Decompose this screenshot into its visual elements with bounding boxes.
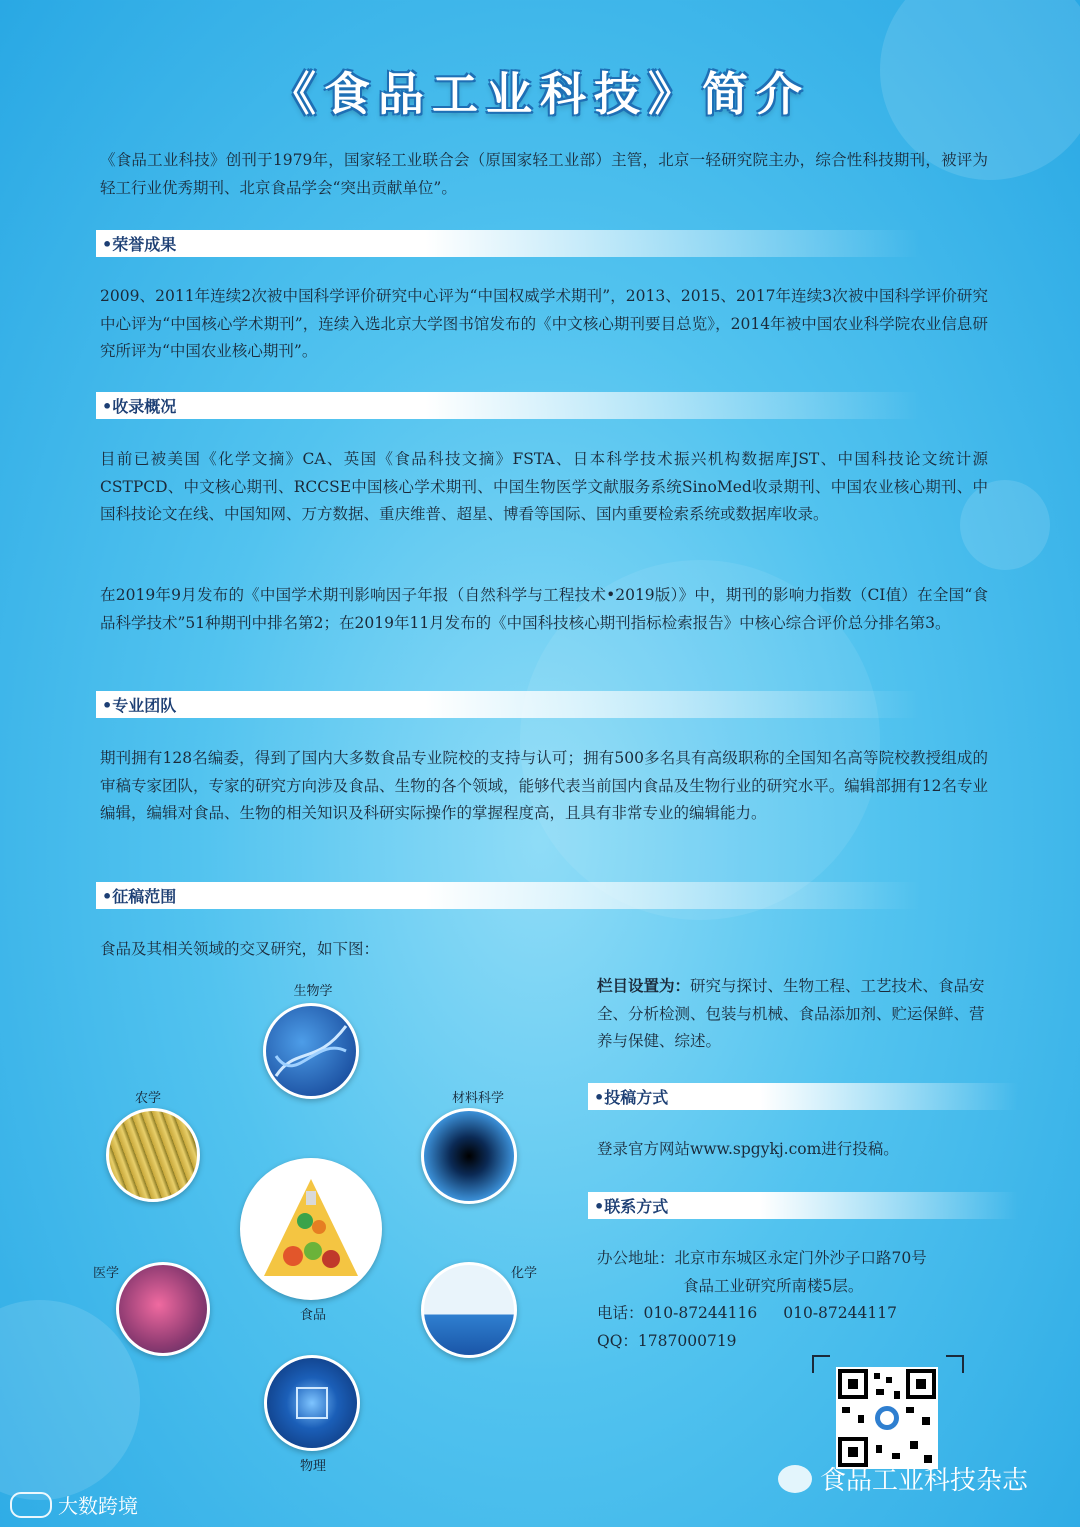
wechat-account-name: 食品工业科技杂志: [820, 1466, 1029, 1496]
chemistry-image: [421, 1262, 517, 1358]
wechat-watermark: [778, 1460, 1028, 1497]
circle-label-medicine: 医学: [92, 1266, 120, 1281]
contact-block: [597, 1245, 997, 1355]
section-heading-team: •专业团队: [96, 691, 920, 718]
scope-paragraph: 食品及其相关领域的交叉研究，如下图：: [100, 940, 380, 958]
team-paragraph: 期刊拥有128名编委，得到了国内大多数食品专业院校的支持与认可；拥有500多名具有高级职称的全国知名高等院校教授组成的审稿专家团队，专家的研究方向涉及食品、生物的各个领域，能够代表当前国内食品及生物行业的研究水平。编辑部拥有12名专业编辑，编辑对食品、生物的相关知识及科研实际操作的掌握程度高，且具有非常专业的编辑能力。: [100, 749, 988, 822]
section-heading-contact: •联系方式: [588, 1192, 1018, 1219]
section-heading-honors: •荣誉成果: [96, 230, 920, 257]
medicine-image: [116, 1262, 210, 1356]
circle-label-materials: 材料科学: [451, 1091, 505, 1106]
indexing-paragraph: 目前已被美国《化学文摘》CA、英国《食品科技文摘》FSTA、日本科学技术振兴机构数据库JST、中国科技论文统计源CSTPCD、中文核心期刊、RCCSE中国核心学术期刊、中国生物医学文献服务系统SinoMed收录期刊、中国农业核心期刊、中国科技论文在线、中国知网、万方数据、重庆维普、超星、博看等国际、国内重要检索系统或数据库收录。: [100, 450, 988, 523]
phone-label: 电话：: [597, 1304, 644, 1322]
wechat-icon: [778, 1465, 812, 1493]
address-label: 办公地址：: [597, 1249, 675, 1267]
brand-logo-icon: [10, 1492, 52, 1518]
bokeh-decoration: [0, 1300, 140, 1500]
circle-label-chemistry: 化学: [510, 1266, 538, 1281]
agronomy-image: [106, 1108, 200, 1202]
address-line2: 食品工业研究所南楼5层。: [683, 1276, 864, 1295]
qq-number: 1787000719: [637, 1331, 737, 1350]
section-heading-scope: •征稿范围: [96, 882, 920, 909]
phone-row: [597, 1300, 997, 1328]
columns-text: 研究与探讨、生物工程、工艺技术、食品安全、分析检测、包装与机械、食品添加剂、贮运保鲜、营养与保健、综述。: [597, 977, 985, 1050]
columns-block: [597, 973, 997, 1056]
intro-paragraph: 《食品工业科技》创刊于1979年，国家轻工业联合会（原国家轻工业部）主管，北京一轻研究院主办，综合性科技期刊，被评为轻工行业优秀期刊、北京食品学会“突出贡献单位”。: [100, 151, 988, 197]
circle-label-food: 食品: [299, 1308, 327, 1323]
food-image: [240, 1158, 382, 1300]
address-line1: 北京市东城区永定门外沙子口路70号: [674, 1249, 927, 1267]
physics-image: [264, 1355, 360, 1451]
circle-label-agronomy: 农学: [134, 1091, 162, 1106]
qq-row: [597, 1328, 997, 1356]
address-row: [597, 1245, 997, 1273]
columns-label: 栏目设置为：: [597, 977, 691, 995]
materials-image: [421, 1108, 517, 1204]
phone-1: 010-87244116: [643, 1304, 758, 1322]
bottom-left-watermark: [10, 1490, 138, 1519]
section-heading-indexing: •收录概况: [96, 392, 920, 419]
section-heading-submission: •投稿方式: [588, 1083, 1018, 1110]
brand-name: 大数跨境: [58, 1494, 138, 1518]
page-title: 《食品工业科技》简介: [270, 67, 810, 121]
submission-text: 登录官方网站www.spgykj.com进行投稿。: [597, 1140, 899, 1158]
circle-label-physics: 物理: [299, 1459, 327, 1474]
impact-paragraph: 在2019年9月发布的《中国学术期刊影响因子年报（自然科学与工程技术•2019版）》中，期刊的影响力指数（CI值）在全国“食品科学技术”51种期刊中排名第2；在2019年11月发布的《中国科技核心期刊指标检索报告》中核心综合评价总分排名第3。: [100, 586, 988, 632]
qr-code-icon[interactable]: [836, 1367, 938, 1469]
qq-label: QQ：: [597, 1331, 638, 1350]
honors-paragraph: 2009、2011年连续2次被中国科学评价研究中心评为“中国权威学术期刊”，2013、2015、2017年连续3次被中国科学评价研究中心评为“中国核心学术期刊”，连续入选北京大学图书馆发布的《中文核心期刊要目总览》，2014年被中国农业科学院农业信息研究所评为“中国农业核心期刊”。: [100, 287, 988, 360]
food-pyramid-icon: [243, 1161, 379, 1297]
circle-label-biology: 生物学: [293, 984, 333, 999]
biology-image: [263, 1003, 359, 1099]
phone-2: 010-87244117: [783, 1304, 897, 1322]
chip-icon: [267, 1358, 357, 1448]
dna-icon: [266, 1006, 356, 1096]
